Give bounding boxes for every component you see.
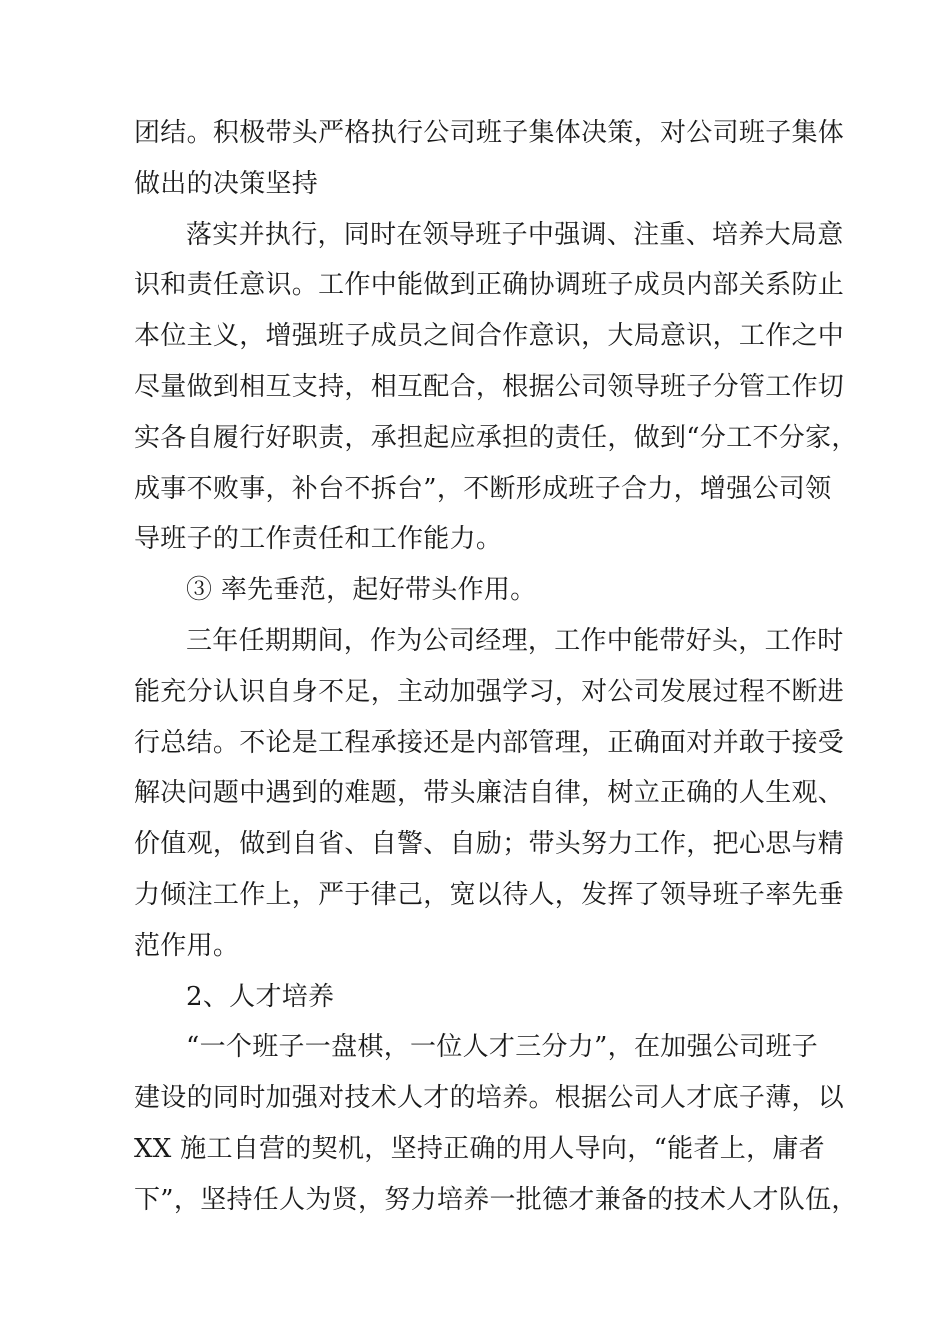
text-line: 范作用。 <box>134 930 240 961</box>
text-line: 实各自履行好职责，承担起应承担的责任，做到“分工不分家， <box>134 422 858 453</box>
paragraph-start-line: “一个班子一盘棋，一位人才三分力”，在加强公司班子 <box>186 1032 819 1063</box>
paragraph-start-line: 三年任期期间，作为公司经理，工作中能带好头，工作时 <box>186 625 844 656</box>
text-line: XX 施工自营的契机，坚持正确的用人导向，“能者上，庸者 <box>134 1133 825 1164</box>
text-line: 识和责任意识。工作中能做到正确协调班子成员内部关系防止 <box>134 270 845 301</box>
text-line: 能充分认识自身不足，主动加强学习，对公司发展过程不断进 <box>134 676 845 707</box>
text-line: 力倾注工作上，严于律己，宽以待人，发挥了领导班子率先垂 <box>134 879 845 910</box>
paragraph-start-line: 落实并执行，同时在领导班子中强调、注重、培养大局意 <box>186 219 844 250</box>
text-line: 本位主义，增强班子成员之间合作意识，大局意识，工作之中 <box>134 321 845 352</box>
text-line: 行总结。不论是工程承接还是内部管理，正确面对并敢于接受 <box>134 727 845 758</box>
text-line: 尽量做到相互支持，相互配合，根据公司领导班子分管工作切 <box>134 371 845 402</box>
text-line: 价值观，做到自省、自警、自励；带头努力工作，把心思与精 <box>134 829 845 860</box>
text-line: 导班子的工作责任和工作能力。 <box>134 524 503 555</box>
text-line: 建设的同时加强对技术人才的培养。根据公司人才底子薄，以 <box>134 1083 845 1114</box>
text-line: 成事不败事，补台不拆台”，不断形成班子合力，增强公司领 <box>134 473 832 504</box>
text-line: 做出的决策坚持 <box>134 168 319 199</box>
text-line: 解决问题中遇到的难题，带头廉洁自律，树立正确的人生观、 <box>134 778 845 809</box>
section-heading-line: 2、人才培养 <box>186 981 335 1012</box>
subheading-line: ③ 率先垂范，起好带头作用。 <box>186 575 537 606</box>
text-line: 下”，坚持任人为贤，努力培养一批德才兼备的技术人才队伍， <box>134 1184 858 1215</box>
text-line: 团结。积极带头严格执行公司班子集体决策，对公司班子集体 <box>134 118 845 148</box>
body-text <box>134 108 858 1226</box>
